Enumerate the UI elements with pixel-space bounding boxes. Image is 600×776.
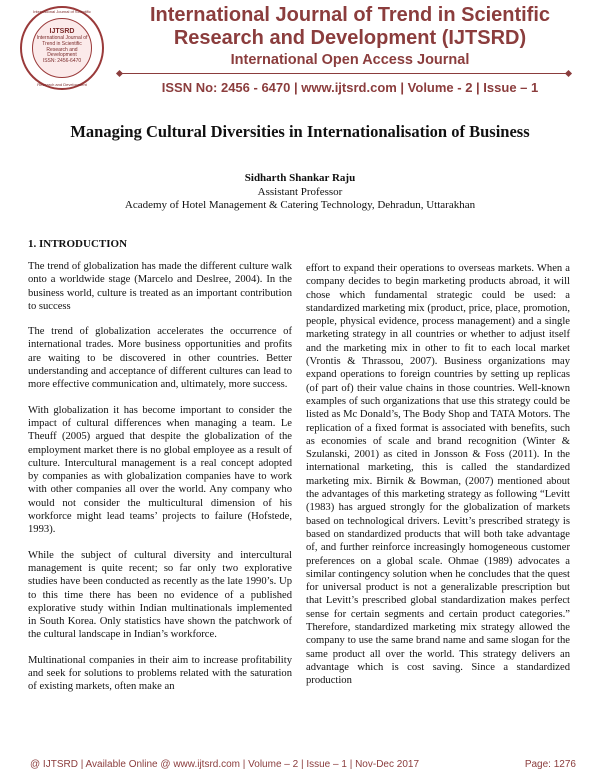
section-heading: 1. INTRODUCTION bbox=[28, 238, 128, 250]
logo-inner-text: International Journal of Trend in Scientific Research and Development bbox=[36, 35, 88, 59]
footer-text: @ IJTSRD | Available Online @ www.ijtsrd.com | Volume – 2 | Issue – 1 | Nov-Dec 2017 bbox=[30, 759, 419, 770]
paragraph: While the subject of cultural diversity and intercultural management is quite recent; so far only two explorative studies have been conducted as recently as the late 1990’s. Up to this time there has been no evidence of a published explorative study within Indian multinationals implemented in South Korea. Only statistics have shown the patchwork of the cultural landscape in Indian’s workforce. bbox=[28, 549, 292, 641]
logo-inner bbox=[32, 18, 92, 78]
logo-issn: ISSN: 2456-6470 bbox=[42, 58, 82, 65]
paragraph: Multinational companies in their aim to increase profitability and seek for solutions to problems related with the saturation of existing markets, often make an bbox=[28, 654, 292, 693]
paragraph: effort to expand their operations to overseas markets. When a company decides to begin marketing products abroad, it will chose which fundamental strategic could be used: a standardized marketing mix (product, price, place, promotion, people, physical evidence, process management) and a single marketing strategy in all countries or whether to adjust itself and the marketing mix in other to fit to each local market (Vrontis & Thrassou, 2007). Business organizations may expand operations to foreign countries by setting up replicas (of part of) their value chains in those countries. Well-known examples of such organizations that use this strategy could be listed as Mc Donald’s, The Body Shop and TATA Motors. The replication of a fixed format is associated with benefits, such as economies of scale and brand recognition (Winter & Szulanski, 2001) as cited in Jonsson & Foss (2011). In the international marketing, this is called the standardized marketing mix. Birnik & Bowman, (2007) mentioned about the advantages of this marketing strategy as following “Levitt (1983) has argued strongly for the globalization of markets based on technological drivers. Levitt’s prescribed strategy is based on standardized products that will both take advantage of, and further reinforce increasingly homogeneous customer preferences on a global scale. Ohmae (1989) advocates a similar contingency solution when he concludes that the quest for universal product is not a generalizable prescription but that Levitt’s prescribed global standardization makes perfect sense for certain segments and certain product categories.” Therefore, standardized marketing mix strategy allowed the company to use the same brand name and same slogan for the same product all over the world. This strategy delivers an advantage which is cost saving. Since a standardized production bbox=[306, 263, 570, 687]
paragraph: With globalization it has become important to consider the impact of cultural differences when managing a team. Le Theuff (2005) argued that despite the globalization of the employment market there is no global employee as a result of culture. Intercultural management is a real concept adopted by companies as with globalization companies have to work with other companies all over the world. Any company who would not consider the multicultural dimension of his workforce might lead teams’ projects to failure (Hofstede, 1993). bbox=[28, 404, 292, 536]
left-column bbox=[28, 260, 292, 706]
journal-meta: ISSN No: 2456 - 6470 | www.ijtsrd.com | Volume - 2 | Issue – 1 bbox=[161, 80, 539, 95]
journal-subtitle: International Open Access Journal bbox=[230, 52, 470, 68]
right-column bbox=[306, 262, 570, 700]
journal-title: International Journal of Trend in Scientific Research and Development (IJTSRD) bbox=[149, 4, 551, 49]
logo-ring-bottom-text: Research and Development bbox=[37, 82, 87, 87]
author-block bbox=[0, 172, 600, 213]
page-number: Page: 1276 bbox=[524, 759, 576, 770]
logo-abbr: IJTSRD bbox=[49, 28, 75, 35]
author-name: Sidharth Shankar Raju bbox=[244, 172, 356, 184]
author-role: Assistant Professor bbox=[257, 185, 343, 198]
paragraph: The trend of globalization accelerates the occurrence of international trades. More business opportunities and profits are waiting to be discovered in other countries. Better understanding and acceptance of different cultures can lead to more effective communication and, ultimately, more success. bbox=[28, 326, 292, 391]
paragraph: The trend of globalization has made the different culture walk onto a worldwide stage (Marcelo and Deslree, 2004). In the business world, culture is treated as an important contribution to success bbox=[28, 261, 292, 312]
paper-title: Managing Cultural Diversities in Internationalisation of Business bbox=[70, 122, 530, 141]
header-divider bbox=[120, 73, 568, 74]
page-footer bbox=[0, 756, 600, 776]
journal-header bbox=[0, 0, 600, 112]
logo-ring-top-text: International Journal of Scientific bbox=[33, 9, 91, 14]
author-affiliation: Academy of Hotel Management & Catering Technology, Dehradun, Uttarakhan bbox=[124, 199, 476, 211]
journal-logo bbox=[20, 6, 104, 90]
